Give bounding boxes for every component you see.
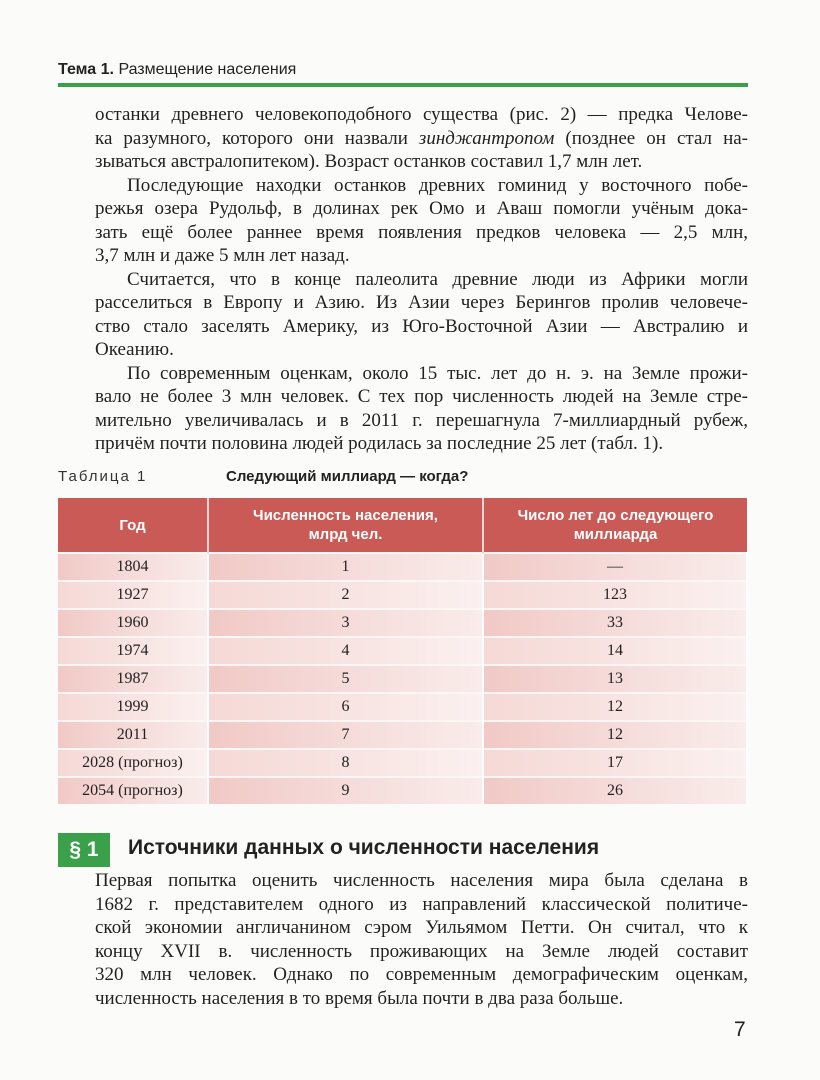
cell-population: 9: [208, 777, 483, 804]
topic-title: Размещение населения: [118, 61, 297, 78]
cell-population: 6: [208, 693, 483, 721]
text-line: мительно увеличивалась и в 2011 г. перешагнула 7-миллиардный рубеж,: [95, 409, 748, 431]
cell-year: 1987: [58, 665, 208, 693]
cell-population: 1: [208, 553, 483, 581]
text-line: зываться австралопитеком). Возраст останков составил 1,7 млн лет.: [95, 151, 643, 172]
text-line: зать ещё более раннее время появления предков человека — 2,5 млн,: [95, 221, 748, 243]
text-line: 1682 г. представителем одного из направлений классической политиче-: [95, 893, 748, 915]
text-line: Последующие находки останков древних гоминид у восточного побе-: [127, 174, 748, 196]
cell-years-to-next: 33: [483, 609, 747, 637]
cell-years-to-next: —: [483, 553, 747, 581]
cell-year: 2011: [58, 721, 208, 749]
cell-population: 5: [208, 665, 483, 693]
population-table: [58, 498, 748, 804]
header-rule: [58, 83, 748, 87]
col-header-population: Численность населения, млрд чел.: [208, 498, 483, 553]
table-title: Следующий миллиард — когда?: [226, 468, 469, 485]
cell-year: 1974: [58, 637, 208, 665]
section-title: Источники данных о численности населения: [128, 836, 600, 859]
cell-year: 2028 (прогноз): [58, 749, 208, 777]
running-header: [58, 61, 296, 79]
cell-year: 1804: [58, 553, 208, 581]
topic-number: Тема 1.: [58, 61, 114, 78]
cell-years-to-next: 26: [483, 777, 747, 804]
cell-years-to-next: 14: [483, 637, 747, 665]
cell-years-to-next: 12: [483, 693, 747, 721]
section-text: [95, 869, 748, 1010]
text-line: Считается, что в конце палеолита древние люди из Африки могли: [127, 268, 748, 290]
text-line: ской экономии англичанином сэром Уильямом Петти. Он считал, что к: [95, 917, 748, 938]
cell-years-to-next: 13: [483, 665, 747, 693]
cell-population: 8: [208, 749, 483, 777]
cell-year: 1999: [58, 693, 208, 721]
text-line: Океанию.: [95, 339, 174, 360]
text-line: ка разумного, которого они назвали зинджантропом (позднее он стал на-: [95, 127, 748, 149]
table-label: Таблица 1: [58, 468, 148, 485]
text-line: концу XVII в. численность проживающих на Земле людей составит: [95, 940, 748, 962]
table-row: [58, 637, 747, 665]
section-badge: § 1: [58, 833, 110, 867]
col-header-years-to-next: Число лет до следующего миллиарда: [483, 498, 747, 553]
text-line: 3,7 млн и даже 5 млн лет назад.: [95, 245, 350, 266]
text-line: причём почти половина людей родилась за последние 25 лет (табл. 1).: [95, 433, 664, 454]
cell-population: 4: [208, 637, 483, 665]
cell-years-to-next: 123: [483, 581, 747, 609]
text-line: По современным оценкам, около 15 тыс. лет до н. э. на Земле прожи-: [127, 362, 748, 384]
col-header-year: Год: [58, 498, 208, 553]
cell-population: 3: [208, 609, 483, 637]
text-line: останки древнего человекоподобного существа (рис. 2) — предка Челове-: [95, 104, 748, 125]
text-line: расселиться в Европу и Азию. Из Азии через Берингов пролив человече-: [95, 292, 748, 313]
page-number: 7: [734, 1018, 746, 1041]
body-text: [95, 103, 748, 456]
table-row: [58, 693, 747, 721]
text-line: ство стало заселять Америку, из Юго-Восточной Азии — Австралию и: [95, 315, 748, 337]
text-line: численность населения в то время была почти в два раза больше.: [95, 987, 624, 1009]
table-row: [58, 553, 747, 581]
cell-population: 2: [208, 581, 483, 609]
table-row: [58, 749, 747, 777]
text-line: режья озера Рудольф, в долинах рек Омо и Аваш помогли учёным дока-: [95, 198, 748, 219]
text-line: Первая попытка оценить численность населения мира была сделана в: [95, 870, 748, 891]
cell-population: 7: [208, 721, 483, 749]
cell-years-to-next: 17: [483, 749, 747, 777]
table-row: [58, 777, 747, 804]
table-row: [58, 665, 747, 693]
table-row: [58, 581, 747, 609]
table-caption: [58, 468, 658, 488]
cell-year: 1960: [58, 609, 208, 637]
table-row: [58, 609, 747, 637]
cell-year: 1927: [58, 581, 208, 609]
table-row: [58, 721, 747, 749]
text-line: 320 млн человек. Однако по современным демографическим оценкам,: [95, 964, 748, 985]
cell-year: 2054 (прогноз): [58, 777, 208, 804]
cell-years-to-next: 12: [483, 721, 747, 749]
text-line: вало не более 3 млн человек. С тех пор численность людей на Земле стре-: [95, 386, 748, 407]
